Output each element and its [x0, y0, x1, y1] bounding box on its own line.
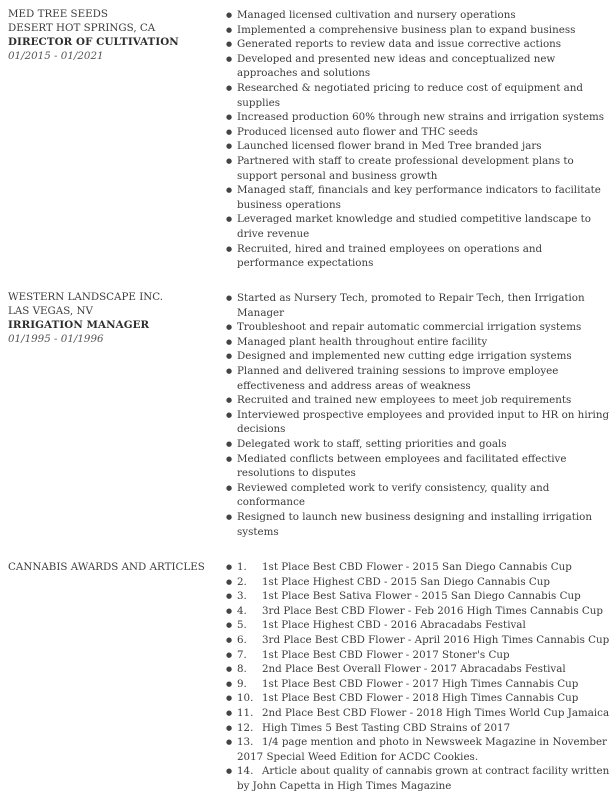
bullet-item: ● Implemented a comprehensive business plan to expand business — [226, 23, 610, 38]
award-text: 1st Place Best CBD Flower - 2017 Stoner's Cup — [262, 648, 510, 661]
bullet-item: ● Launched licensed flower brand in Med Tree branded jars — [226, 139, 610, 154]
bullet-item: ● Designed and implemented new cutting edge irrigation systems — [226, 349, 610, 364]
award-number: 13. — [237, 736, 254, 749]
award-text: 3rd Place Best CBD Flower - April 2016 High Times Cannabis Cup — [262, 633, 610, 646]
award-number: 10. — [237, 692, 254, 705]
award-number: 1. — [237, 561, 247, 573]
job-title: DIRECTOR OF CULTIVATION — [8, 36, 179, 48]
company-location: LAS VEGAS, NV — [8, 305, 93, 317]
award-text: 1st Place Best Sativa Flower - 2015 San Diego Cannabis Cup — [262, 590, 581, 603]
bullet-item: ● Recruited, hired and trained employees on operations and performance expectations — [226, 242, 610, 271]
award-item — [226, 662, 610, 677]
job-bullets-western-landscape — [226, 291, 610, 539]
award-number: 8. — [237, 663, 247, 676]
company-location: DESERT HOT SPRINGS, CA — [8, 22, 156, 34]
award-item — [226, 575, 610, 590]
award-number: 11. — [237, 706, 254, 719]
bullet-item: ● Produced licensed auto flower and THC seeds — [226, 125, 610, 140]
job-title: IRRIGATION MANAGER — [8, 319, 150, 331]
bullet-item: ● Interviewed prospective employees and provided input to HR on hiring decisions — [226, 408, 610, 437]
job-header-western-landscape — [8, 290, 213, 346]
award-item — [226, 691, 610, 706]
award-text: 1st Place Best CBD Flower - 2018 High Times Cannabis Cup — [262, 692, 579, 705]
award-number: 12. — [237, 721, 254, 734]
job-dates: 01/1995 - 01/1996 — [8, 333, 104, 345]
bullet-item: ● Managed licensed cultivation and nursery operations — [226, 8, 610, 23]
award-item — [226, 764, 610, 793]
awards-heading: CANNABIS AWARDS AND ARTICLES — [8, 561, 205, 573]
bullet-list — [226, 291, 610, 539]
award-item — [226, 735, 610, 764]
award-item — [226, 633, 610, 648]
bullet-item: ● Started as Nursery Tech, promoted to Repair Tech, then Irrigation Manager — [226, 291, 610, 320]
bullet-item: ● Planned and delivered training sessions to improve employee effectiveness and address areas of weakness — [226, 364, 610, 393]
award-item — [226, 589, 610, 604]
award-number: 14. — [237, 765, 254, 778]
job-header-med-tree — [8, 7, 213, 63]
award-number: 7. — [237, 648, 247, 661]
award-text: 1/4 page mention and photo in Newsweek Magazine in November 2017 Special Weed Edition for ACDC Cookies. — [237, 736, 607, 763]
company-name: MED TREE SEEDS — [8, 8, 108, 20]
job-bullets-med-tree — [226, 8, 610, 271]
bullet-list — [226, 8, 610, 271]
award-number: 4. — [237, 604, 247, 617]
bullet-item: ● Researched & negotiated pricing to reduce cost of equipment and supplies — [226, 81, 610, 110]
bullet-item: ● Mediated conflicts between employees and facilitated effective resolutions to disputes — [226, 452, 610, 481]
job-dates: 01/2015 - 01/2021 — [8, 50, 104, 62]
bullet-item: ● Troubleshoot and repair automatic commercial irrigation systems — [226, 320, 610, 335]
award-text: 1st Place Best CBD Flower - 2015 San Diego Cannabis Cup — [262, 561, 572, 573]
bullet-item: ● Resigned to launch new business designing and installing irrigation systems — [226, 510, 610, 539]
bullet-item: ● Managed plant health throughout entire facility — [226, 335, 610, 350]
bullet-item: ● Reviewed completed work to verify consistency, quality and conformance — [226, 481, 610, 510]
award-text: 1st Place Best CBD Flower - 2017 High Times Cannabis Cup — [262, 677, 579, 690]
award-text: Article about quality of cannabis grown at contract facility written by John Capetta in High Times Magazine — [237, 765, 610, 792]
bullet-item: ● Partnered with staff to create professional development plans to support personal and business growth — [226, 154, 610, 183]
award-number: 6. — [237, 633, 247, 646]
bullet-item: ● Developed and presented new ideas and conceptualized new approaches and solutions — [226, 52, 610, 81]
bullet-item: ● Managed staff, financials and key performance indicators to facilitate business operations — [226, 183, 610, 212]
award-text: 1st Place Highest CBD - 2016 Abracadabs Festival — [262, 619, 526, 632]
awards-header — [8, 560, 213, 574]
bullet-item: ● Recruited and trained new employees to meet job requirements — [226, 393, 610, 408]
award-item — [226, 560, 610, 575]
bullet-item: ● Generated reports to review data and issue corrective actions — [226, 37, 610, 52]
bullet-item: ● Leveraged market knowledge and studied competitive landscape to drive revenue — [226, 212, 610, 241]
awards-list — [226, 560, 610, 794]
award-number: 3. — [237, 590, 247, 603]
award-text: High Times 5 Best Tasting CBD Strains of 2017 — [262, 721, 511, 734]
award-number: 9. — [237, 677, 247, 690]
award-number: 5. — [237, 619, 247, 632]
award-text: 2nd Place Best CBD Flower - 2018 High Times World Cup Jamaica — [262, 706, 610, 719]
award-text: 2nd Place Best Overall Flower - 2017 Abracadabs Festival — [262, 663, 566, 676]
award-item — [226, 618, 610, 633]
bullet-item: ● Increased production 60% through new strains and irrigation systems — [226, 110, 610, 125]
award-item — [226, 677, 610, 692]
company-name: WESTERN LANDSCAPE INC. — [8, 291, 164, 303]
bullet-item: ● Delegated work to staff, setting priorities and goals — [226, 437, 610, 452]
awards-section — [226, 560, 610, 794]
award-item — [226, 721, 610, 736]
award-item — [226, 648, 610, 663]
award-item — [226, 604, 610, 619]
award-item — [226, 706, 610, 721]
award-number: 2. — [237, 575, 247, 588]
award-text: 3rd Place Best CBD Flower - Feb 2016 High Times Cannabis Cup — [262, 604, 603, 617]
award-text: 1st Place Highest CBD - 2015 San Diego Cannabis Cup — [262, 575, 550, 588]
